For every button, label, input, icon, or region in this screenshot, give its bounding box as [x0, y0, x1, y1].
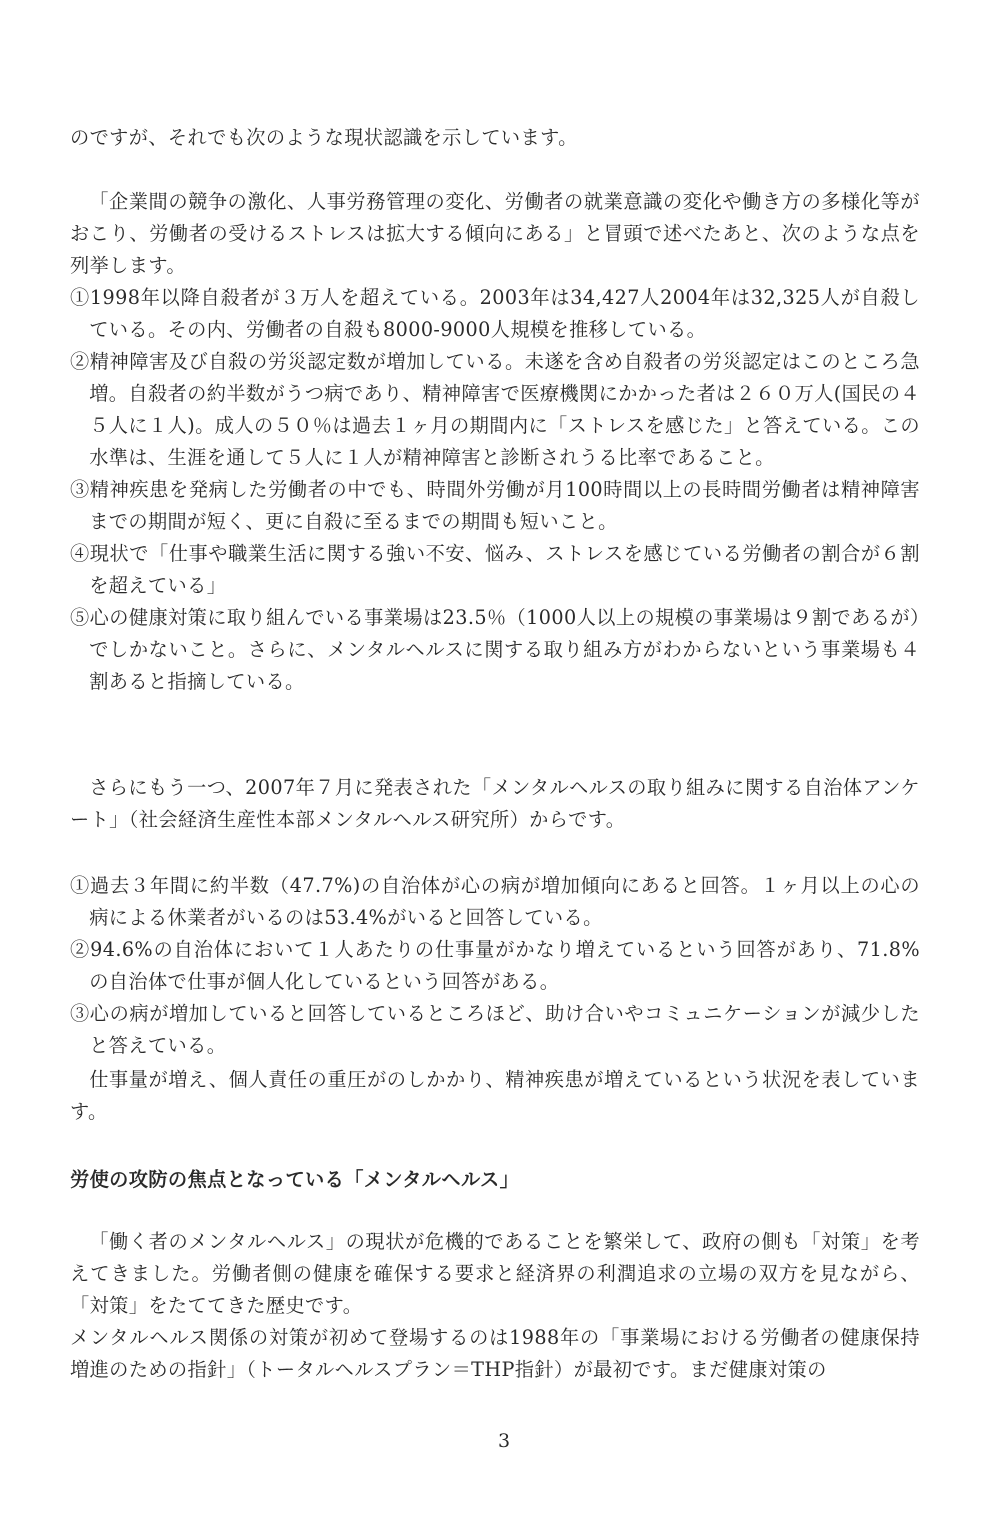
section-paragraph: 「働く者のメンタルヘルス」の現状が危機的であることを繁栄して、政府の側も「対策」を考えてきました。労働者側の健康を確保する要求と経済界の利潤追求の立場の双方を見ながら、「対策」をたててきた歴史です。 — [70, 1230, 920, 1317]
concerns-list — [70, 282, 920, 698]
list-item: ②精神障害及び自殺の労災認定数が増加している。未遂を含め自殺者の労災認定はこのところ急増。自殺者の約半数がうつ病であり、精神障害で医療機関にかかった者は２６０万人(国民の４５人に１人)。成人の５０％は過去１ヶ月の期間内に「ストレスを感じた」と答えている。この水準は、生涯を通して５人に１人が精神障害と診断されうる比率であること。 — [70, 350, 920, 469]
quote-paragraph: 「企業間の競争の激化、人事労務管理の変化、労働者の就業意識の変化や働き方の多様化等がおこり、労働者の受けるストレスは拡大する傾向にある」と冒頭で述べたあと、次のような点を列挙します。 — [70, 190, 920, 277]
survey-results-list — [70, 870, 920, 1062]
list-item: ①過去３年間に約半数（47.7%)の自治体が心の病が増加傾向にあると回答。１ヶ月以上の心の病による休業者がいるのは53.4%がいると回答している。 — [70, 874, 920, 929]
list-item: ③心の病が増加していると回答しているところほど、助け合いやコミュニケーションが減少したと答えている。 — [70, 1002, 920, 1057]
summary-paragraph: 仕事量が増え、個人責任の重圧がのしかかり、精神疾患が増えているという状況を表しています。 — [70, 1068, 920, 1123]
page-number: 3 — [497, 1430, 511, 1452]
list-item: ④現状で「仕事や職業生活に関する強い不安、悩み、ストレスを感じている労働者の割合が６割を超えている」 — [70, 542, 920, 597]
list-item: ⑤心の健康対策に取り組んでいる事業場は23.5％（1000人以上の規模の事業場は９割であるが）でしかないこと。さらに、メンタルヘルスに関する取り組み方がわからないという事業場も４割あると指摘している。 — [70, 606, 920, 693]
intro-line: のですが、それでも次のような現状認識を示しています。 — [70, 126, 578, 149]
section-paragraph: メンタルヘルス関係の対策が初めて登場するのは1988年の「事業場における労働者の健康保持増進のための指針」（トータルヘルスプラン＝THP指針）が最初です。まだ健康対策の — [70, 1326, 920, 1381]
list-item: ①1998年以降自殺者が３万人を超えている。2003年は34,427人2004年は32,325人が自殺している。その内、労働者の自殺も8000-9000人規模を推移している。 — [70, 286, 920, 341]
section-heading: 労使の攻防の焦点となっている「メンタルヘルス」 — [70, 1168, 520, 1191]
list-item: ③精神疾患を発病した労働者の中でも、時間外労働が月100時間以上の長時間労働者は精神障害までの期間が短く、更に自殺に至るまでの期間も短いこと。 — [70, 478, 920, 533]
survey-paragraph: さらにもう一つ、2007年７月に発表された「メンタルヘルスの取り組みに関する自治体アンケート」（社会経済生産性本部メンタルヘルス研究所）からです。 — [70, 776, 920, 831]
list-item: ②94.6%の自治体において１人あたりの仕事量がかなり増えているという回答があり、71.8%の自治体で仕事が個人化しているという回答がある。 — [70, 938, 920, 993]
